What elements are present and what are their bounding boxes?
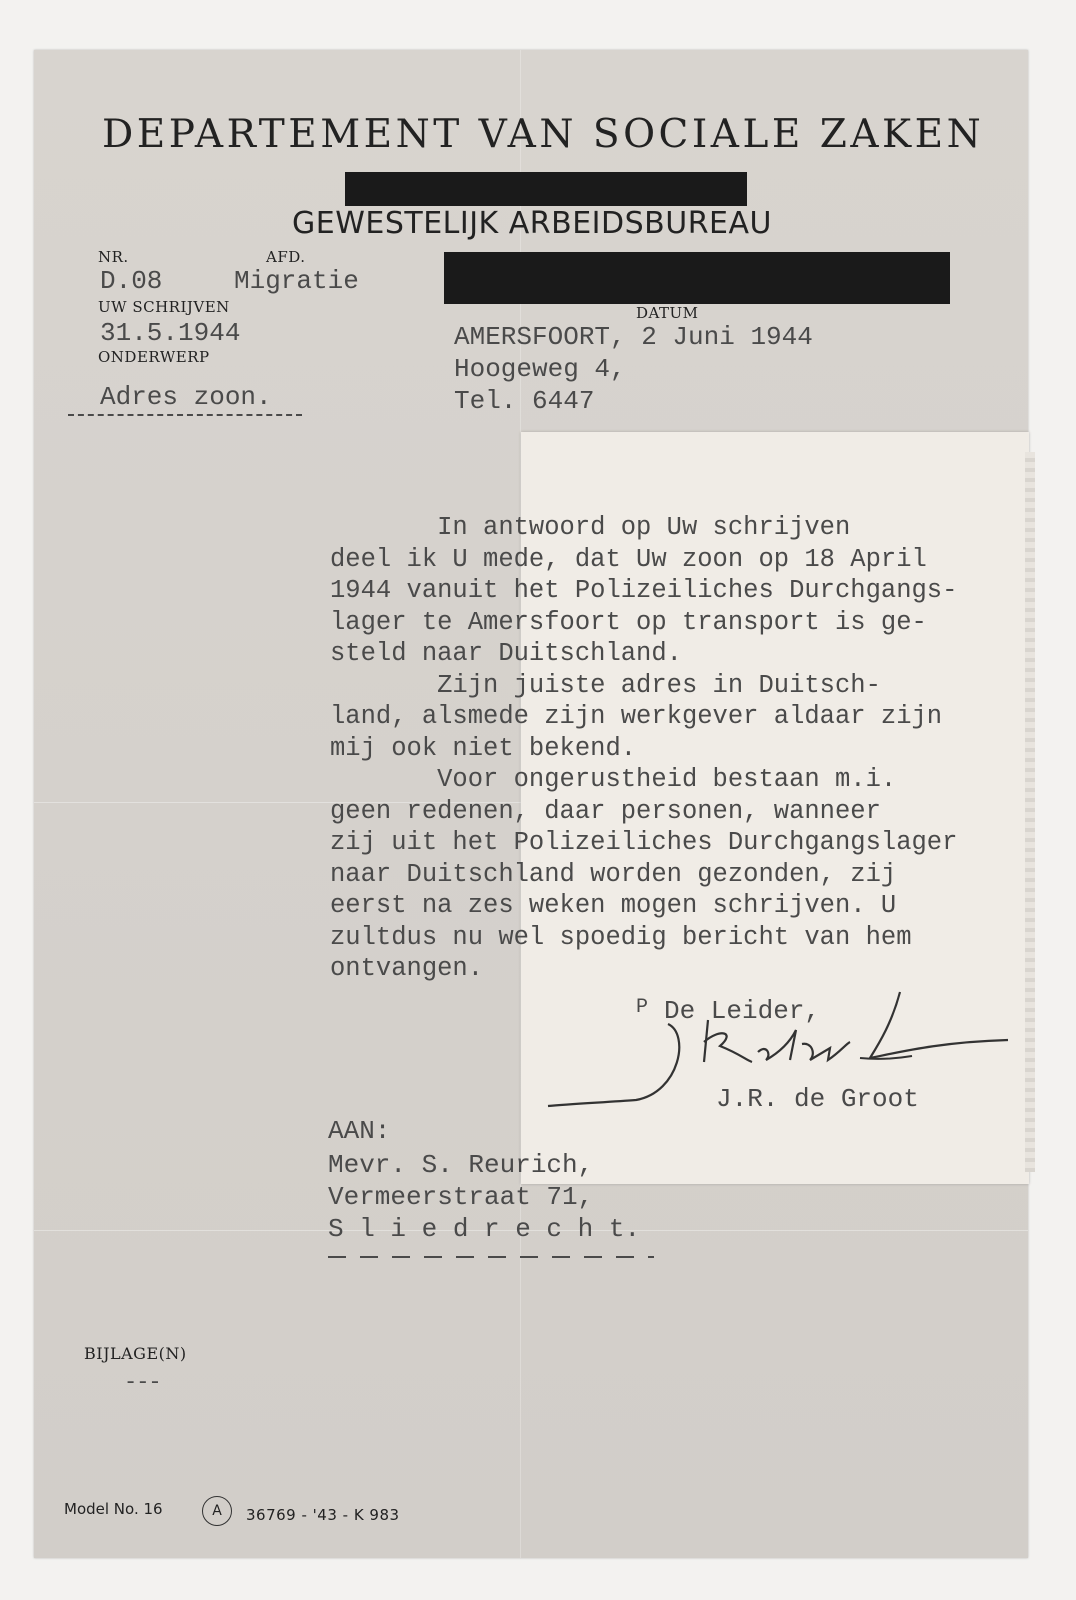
- body-line: Zijn juiste adres in Duitsch-: [330, 670, 881, 700]
- nr-value: D.08: [100, 266, 163, 296]
- sender-city-date: AMERSFOORT, 2 Juni 1944: [454, 322, 813, 352]
- recipient-city-underline: [328, 1244, 654, 1263]
- body-line: deel ik U mede, dat Uw zoon op 18 April: [330, 544, 927, 574]
- body-line: steld naar Duitschland.: [330, 639, 682, 668]
- body-line: ontvangen.: [330, 954, 484, 983]
- model-number: Model No. 16: [64, 1500, 163, 1518]
- recipient-label: AAN:: [328, 1116, 391, 1146]
- body-line: naar Duitschland worden gezonden, zij: [330, 859, 897, 889]
- body-line: land, alsmede zijn werkgever aldaar zijn: [330, 702, 943, 731]
- body-line: lager te Amersfoort op transport is ge-: [330, 607, 927, 637]
- body-line: Voor ongerustheid bestaan m.i.: [330, 765, 897, 794]
- body-line: zij uit het Polizeiliches Durchgangslager: [330, 828, 958, 857]
- sender-phone: Tel. 6447: [454, 386, 595, 416]
- uw-schrijven-value: 31.5.1944: [100, 318, 241, 348]
- body-line: mij ook niet bekend.: [330, 733, 637, 763]
- body-line: In antwoord op Uw schrijven: [330, 513, 851, 542]
- signature-prefix: P: [636, 996, 649, 1019]
- sender-street: Hoogeweg 4,: [454, 354, 626, 384]
- office-title: GEWESTELIJK ARBEIDSBUREAU: [292, 206, 772, 241]
- body-line: geen redenen, daar personen, wanneer: [330, 796, 881, 826]
- datum-label: DATUM: [636, 304, 699, 322]
- recipient-street: Vermeerstraat 71,: [328, 1182, 594, 1212]
- body-line: zultdus nu wel spoedig bericht van hem: [330, 922, 912, 952]
- publisher-logo: A: [202, 1496, 232, 1526]
- recipient-city: S l i e d r e c h t.: [328, 1214, 641, 1244]
- recipient-name: Mevr. S. Reurich,: [328, 1150, 594, 1180]
- body-line: eerst na zes weken mogen schrijven. U: [330, 891, 897, 920]
- signature-closing: De Leider,: [664, 996, 821, 1026]
- signatory-name: J.R. de Groot: [716, 1084, 919, 1114]
- onderwerp-label: ONDERWERP: [98, 348, 210, 366]
- bijlage-value: ---: [124, 1370, 161, 1395]
- department-title: DEPARTEMENT VAN SOCIALE ZAKEN: [102, 112, 985, 157]
- afd-label: AFD.: [266, 248, 306, 266]
- nr-label: NR.: [98, 248, 129, 266]
- redaction-bar: [345, 172, 747, 206]
- form-code: 36769 - '43 - K 983: [246, 1506, 400, 1524]
- afd-value: Migratie: [234, 266, 359, 296]
- uw-schrijven-label: UW SCHRIJVEN: [98, 298, 230, 316]
- onderwerp-underline: [68, 414, 302, 416]
- onderwerp-value: Adres zoon.: [100, 382, 272, 412]
- bijlage-label: BIJLAGE(N): [84, 1344, 187, 1363]
- redaction-bar-address: [444, 252, 950, 304]
- body-line: 1944 vanuit het Polizeiliches Durchgangs-: [330, 576, 958, 605]
- letter-body: [330, 512, 957, 985]
